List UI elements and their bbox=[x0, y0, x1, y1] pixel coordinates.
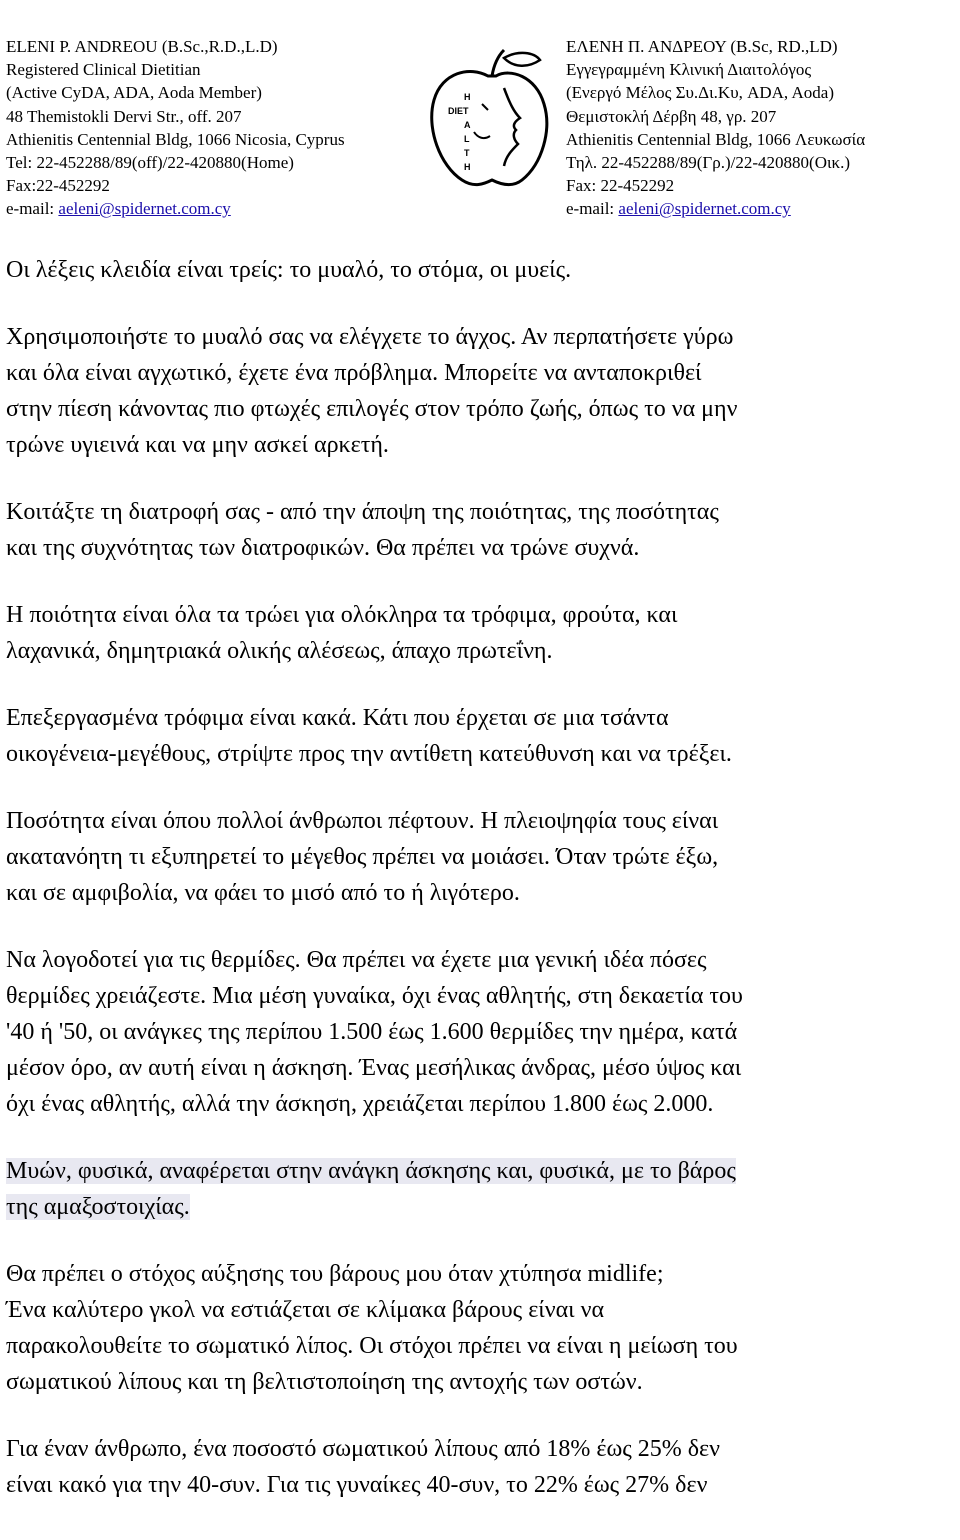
paragraph-gap bbox=[6, 566, 956, 597]
text-line bbox=[6, 1256, 956, 1292]
paragraph-gap bbox=[6, 1400, 956, 1431]
lh-right-line: Fax: 22-452292 bbox=[566, 176, 675, 196]
text-line-content: Χρησιμοποιήστε το μυαλό σας να ελέγχετε το άγχος. Αν περπατήσετε γύρω bbox=[6, 324, 734, 350]
paragraph bbox=[6, 1153, 956, 1225]
text-line-content: Να λογοδοτεί για τις θερμίδες. Θα πρέπει να έχετε μια γενική ιδέα πόσες bbox=[6, 947, 707, 973]
lh-left-line: Tel: 22-452288/89(off)/22-420880(Home) bbox=[6, 152, 294, 172]
text-line bbox=[6, 427, 956, 463]
lh-right-line: (Ενεργό Μέλος Συ.Δι.Κυ, ADA, Aoda) bbox=[566, 83, 834, 103]
email-link[interactable]: aeleni@spidernet.com.cy bbox=[618, 199, 791, 219]
apple-face-logo-icon bbox=[418, 48, 568, 198]
paragraph bbox=[6, 319, 956, 463]
lh-left-email-line bbox=[6, 197, 345, 220]
paragraph bbox=[6, 700, 956, 772]
text-line-content: σωματικού λίπους και τη βελτιστοποίηση της αντοχής των οστών. bbox=[6, 1369, 643, 1395]
letterhead-greek bbox=[566, 35, 865, 221]
text-line-content: και σε αμφιβολία, να φάει το μισό από το ή λιγότερο. bbox=[6, 880, 520, 906]
paragraph-gap bbox=[6, 669, 956, 700]
text-line-content: παρακολουθείτε το σωματικό λίπος. Οι στόχοι πρέπει να είναι η μείωση του bbox=[6, 1333, 738, 1359]
text-line bbox=[6, 494, 956, 530]
text-line bbox=[6, 978, 956, 1014]
text-line-content: Οι λέξεις κλειδία είναι τρείς: το μυαλό, το στόμα, οι μυείς. bbox=[6, 257, 572, 283]
paragraph bbox=[6, 597, 956, 669]
text-line-content: της αμαξοστοιχίας. bbox=[6, 1194, 190, 1220]
text-line bbox=[6, 875, 956, 911]
email-prefix: e-mail: bbox=[566, 199, 619, 219]
text-line bbox=[6, 252, 956, 288]
lh-left-line: Athienitis Centennial Bldg, 1066 Nicosia, Cyprus bbox=[6, 129, 345, 149]
logo-letter: H bbox=[464, 162, 471, 172]
lh-left-line: ELENI P. ANDREOU (B.Sc.,R.D.,L.D) bbox=[6, 37, 278, 56]
paragraph bbox=[6, 1256, 956, 1400]
email-link[interactable]: aeleni@spidernet.com.cy bbox=[58, 199, 231, 219]
text-line-content: Επεξεργασμένα τρόφιμα είναι κακά. Κάτι που έρχεται σε μια τσάντα bbox=[6, 705, 669, 731]
text-line bbox=[6, 530, 956, 566]
text-line bbox=[6, 1364, 956, 1400]
text-line bbox=[6, 736, 956, 772]
lh-left-line: Fax:22-452292 bbox=[6, 176, 110, 196]
logo-letter: L bbox=[464, 134, 470, 144]
text-line-content: λαχανικά, δημητριακά ολικής αλέσεως, άπαχο πρωτεΐνη. bbox=[6, 638, 553, 664]
text-line bbox=[6, 1153, 956, 1189]
text-line-content: '40 ή '50, οι ανάγκες της περίπου 1.500 έως 1.600 θερμίδες την ημέρα, κατά bbox=[6, 1019, 738, 1045]
text-line bbox=[6, 391, 956, 427]
lh-right-line: Εγγεγραμμένη Κλινική Διαιτολόγος bbox=[566, 60, 812, 80]
text-line-content: μέσον όρο, αν αυτή είναι η άσκηση. Ένας μεσήλικας άνδρας, μέσο ύψος και bbox=[6, 1055, 742, 1081]
lh-left-line: Registered Clinical Dietitian bbox=[6, 60, 201, 80]
text-line bbox=[6, 942, 956, 978]
text-line bbox=[6, 1086, 956, 1122]
paragraph-gap bbox=[6, 1225, 956, 1256]
paragraph-gap bbox=[6, 1122, 956, 1153]
paragraph bbox=[6, 494, 956, 566]
text-line-content: ακατανόητη τι εξυπηρετεί το μέγεθος πρέπει να μοιάσει. Όταν τρώτε έξω, bbox=[6, 844, 719, 870]
text-line bbox=[6, 700, 956, 736]
text-line-content: Κοιτάξτε τη διατροφή σας - από την άποψη της ποιότητας, της ποσότητας bbox=[6, 499, 719, 525]
text-line-content: Για έναν άνθρωπο, ένα ποσοστό σωματικού λίπους από 18% έως 25% δεν bbox=[6, 1436, 720, 1462]
paragraph bbox=[6, 252, 956, 288]
logo-letter: H bbox=[464, 92, 471, 102]
lh-right-line: Θεμιστοκλή Δέρβη 48, γρ. 207 bbox=[566, 106, 777, 126]
paragraph-gap bbox=[6, 911, 956, 942]
logo-word: DIET bbox=[448, 106, 469, 116]
paragraph-gap bbox=[6, 772, 956, 803]
logo-letter: T bbox=[464, 148, 470, 158]
lh-left-line: 48 Themistokli Dervi Str., off. 207 bbox=[6, 106, 242, 126]
text-line bbox=[6, 633, 956, 669]
text-line-content: Η ποιότητα είναι όλα τα τρώει για ολόκληρα τα τρόφιμα, φρούτα, και bbox=[6, 602, 678, 628]
text-line bbox=[6, 1328, 956, 1364]
paragraph bbox=[6, 803, 956, 911]
paragraph-gap bbox=[6, 288, 956, 319]
text-line bbox=[6, 1014, 956, 1050]
lh-right-email-line bbox=[566, 197, 865, 220]
text-line bbox=[6, 319, 956, 355]
text-line-content: Ποσότητα είναι όπου πολλοί άνθρωποι πέφτουν. Η πλειοψηφία τους είναι bbox=[6, 808, 719, 834]
text-line-content: στην πίεση κάνοντας πιο φτωχές επιλογές στον τρόπο ζωής, όπως το να μην bbox=[6, 396, 738, 422]
lh-right-line: ΕΛΕΝΗ Π. ΑΝΔΡΕΟΥ (B.Sc, RD.,LD) bbox=[566, 37, 838, 56]
text-line bbox=[6, 839, 956, 875]
text-line-content: τρώνε υγιεινά και να μην ασκεί αρκετή. bbox=[6, 432, 389, 458]
document-body bbox=[6, 252, 956, 1503]
text-line-content: οικογένεια-μεγέθους, στρίψτε προς την αντίθετη κατεύθυνση και να τρέξει. bbox=[6, 741, 732, 767]
text-line bbox=[6, 1292, 956, 1328]
text-line-content: Θα πρέπει ο στόχος αύξησης του βάρους μου όταν χτύπησα midlife; bbox=[6, 1261, 664, 1287]
letterhead-english bbox=[6, 35, 345, 221]
email-prefix: e-mail: bbox=[6, 199, 59, 219]
text-line-content: όχι ένας αθλητής, αλλά την άσκηση, χρειάζεται περίπου 1.800 έως 2.000. bbox=[6, 1091, 714, 1117]
lh-right-line: Athienitis Centennial Bldg, 1066 Λευκωσία bbox=[566, 129, 866, 149]
lh-right-line: Τηλ. 22-452288/89(Γρ.)/22-420880(Οικ.) bbox=[566, 152, 851, 172]
lh-left-line: (Active CyDA, ADA, Aoda Member) bbox=[6, 83, 262, 103]
text-line-content: και της συχνότητας των διατροφικών. Θα πρέπει να τρώνε συχνά. bbox=[6, 535, 640, 561]
text-line-content: Ένα καλύτερο γκολ να εστιάζεται σε κλίμακα βάρους είναι να bbox=[6, 1297, 605, 1323]
text-line bbox=[6, 1467, 956, 1503]
text-line bbox=[6, 597, 956, 633]
text-line-content: είναι κακό για την 40-συν. Για τις γυναίκες 40-συν, το 22% έως 27% δεν bbox=[6, 1472, 708, 1498]
paragraph bbox=[6, 942, 956, 1122]
text-line-content: Μυών, φυσικά, αναφέρεται στην ανάγκη άσκησης και, φυσικά, με το βάρος bbox=[6, 1158, 736, 1184]
paragraph-gap bbox=[6, 463, 956, 494]
paragraph bbox=[6, 1431, 956, 1503]
text-line bbox=[6, 355, 956, 391]
text-line-content: θερμίδες χρειάζεστε. Μια μέση γυναίκα, όχι ένας αθλητής, στη δεκαετία του bbox=[6, 983, 743, 1009]
text-line-content: και όλα είναι αγχωτικό, έχετε ένα πρόβλημα. Μπορείτε να ανταποκριθεί bbox=[6, 360, 702, 386]
text-line bbox=[6, 1431, 956, 1467]
logo-letter: A bbox=[464, 120, 471, 130]
letterhead bbox=[0, 0, 960, 230]
text-line bbox=[6, 1189, 956, 1225]
text-line bbox=[6, 1050, 956, 1086]
text-line bbox=[6, 803, 956, 839]
